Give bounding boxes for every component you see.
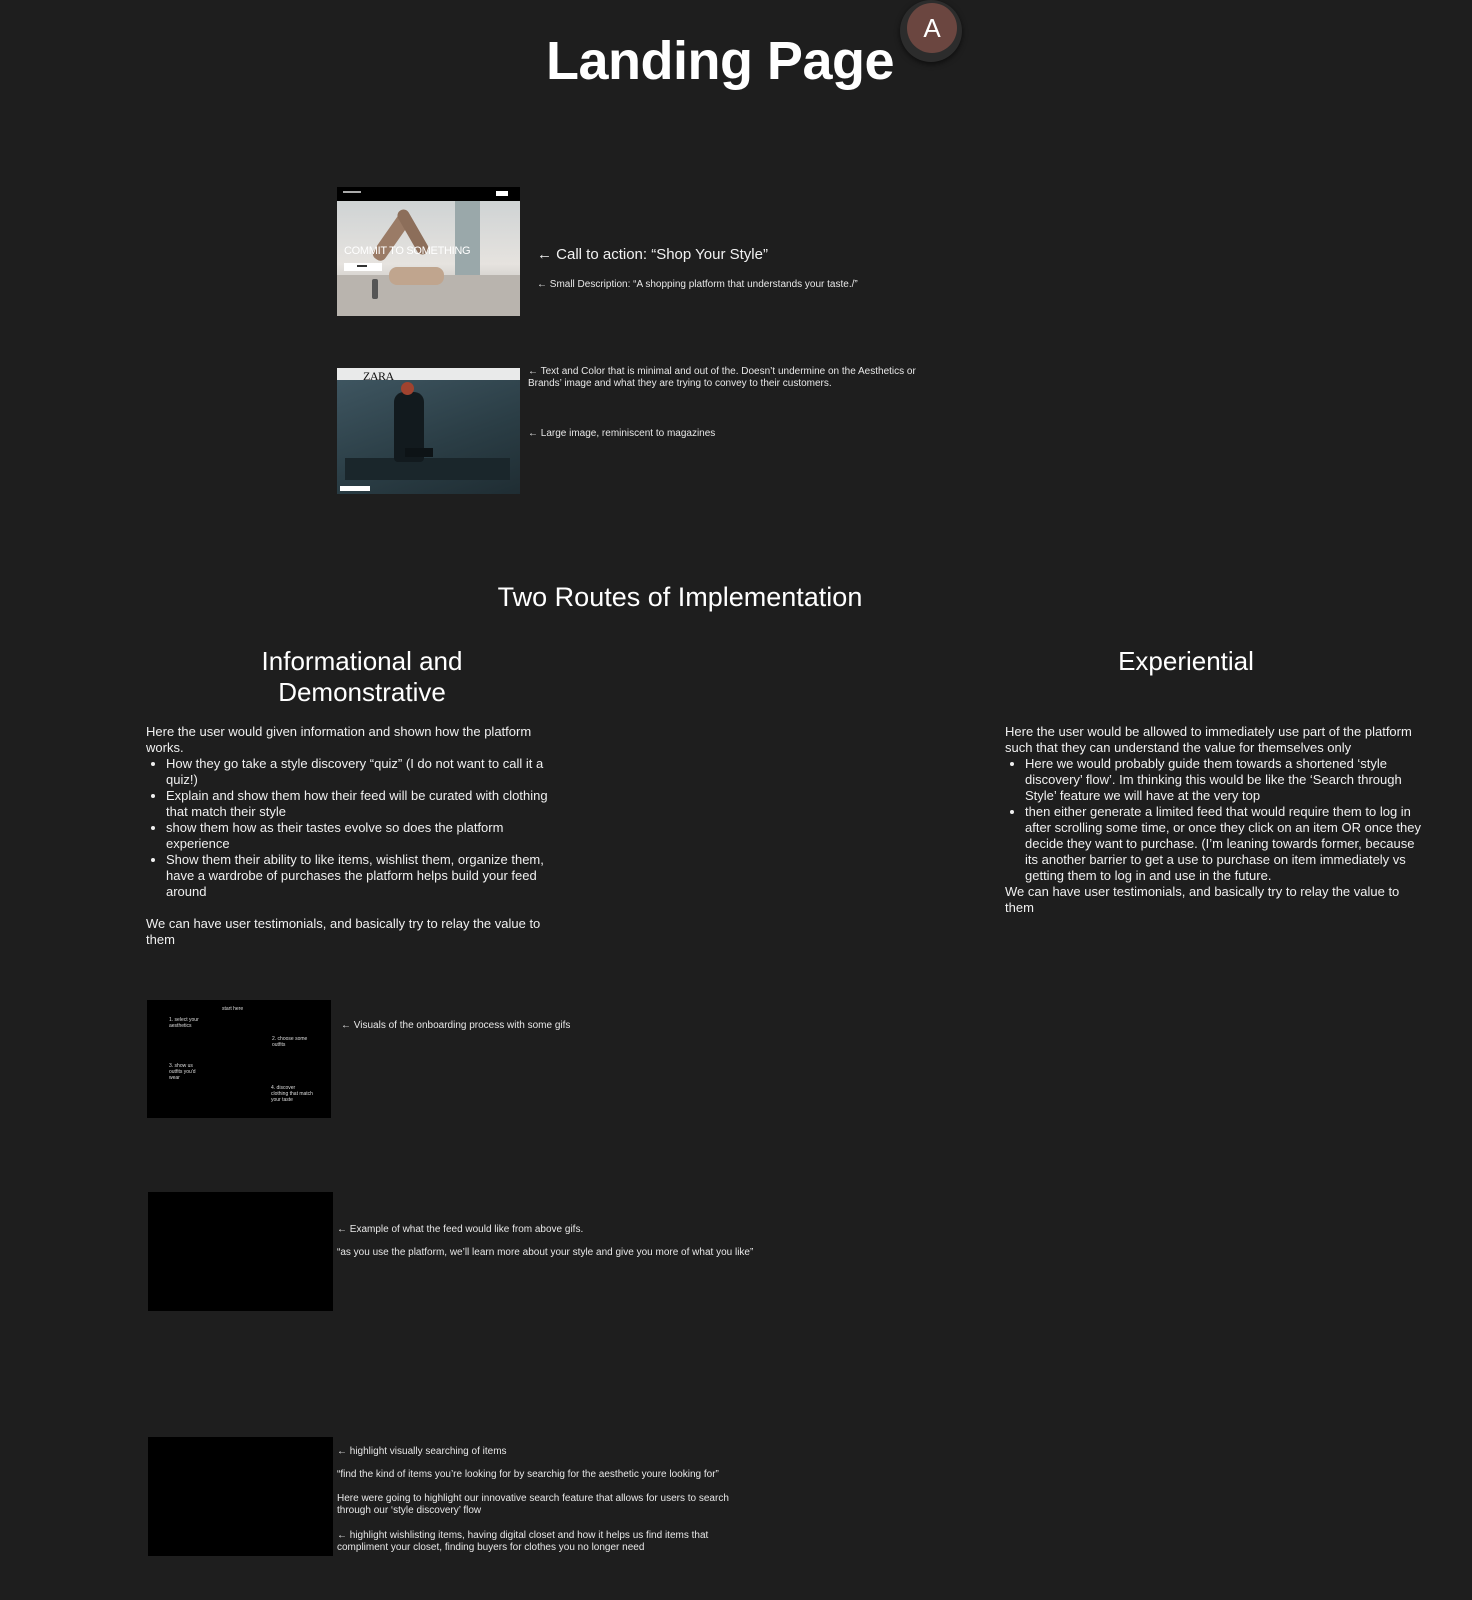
note-small-description: ← Small Description: “A shopping platform that understands your taste./” bbox=[537, 279, 858, 290]
note-onboarding: ← Visuals of the onboarding process with some gifs bbox=[341, 1020, 571, 1031]
hero-thumbnail-2 bbox=[337, 368, 520, 494]
note-feed-example: ← Example of what the feed would like from above gifs. bbox=[337, 1224, 584, 1235]
informational-outro: We can have user testimonials, and basically try to relay the value to them bbox=[146, 916, 541, 947]
thumbnail-cta-button bbox=[344, 263, 382, 271]
routes-heading: Two Routes of Implementation bbox=[497, 582, 863, 612]
note-search-feature: Here were going to highlight our innovative search feature that allows for users to search through our ‘style discovery’ flow bbox=[337, 1493, 729, 1516]
list-item: • Here we would probably guide them towards a shortened ‘style discovery’ flow’. Im thinking this would be like the ‘Search through Style’ feature we will have at the very top bbox=[1025, 756, 1425, 804]
note-minimal-text: ← Text and Color that is minimal and out of the. Doesn’t undermine on the Aesthetics or Brands’ image and what they are trying to convey to their customers. bbox=[528, 366, 916, 389]
thumbnail-person-leg bbox=[405, 448, 433, 457]
avatar-initial: A bbox=[907, 3, 957, 53]
thumbnail-nav-button bbox=[496, 191, 508, 196]
thumbnail-navbar bbox=[337, 187, 520, 201]
onboarding-visual bbox=[147, 1000, 331, 1118]
informational-title: Informational and Demonstrative bbox=[261, 646, 463, 707]
search-visual bbox=[148, 1437, 333, 1556]
thumbnail-figure-body bbox=[389, 267, 444, 285]
experiential-outro: We can have user testimonials, and basically try to relay the value to them bbox=[1005, 884, 1400, 915]
list-item: • Explain and show them how their feed will be curated with clothing that match their style bbox=[166, 788, 556, 820]
thumbnail-bottle bbox=[372, 279, 378, 299]
note-feed-quote: “as you use the platform, we’ll learn more about your style and give you more of what you like” bbox=[337, 1247, 754, 1258]
experiential-bullets bbox=[1005, 756, 1425, 884]
experiential-title: Experiential bbox=[1118, 646, 1254, 676]
note-large-image: ← Large image, reminiscent to magazines bbox=[528, 428, 716, 439]
onboarding-step-1: 1. select your aesthetics bbox=[169, 1017, 199, 1029]
thumbnail-tag bbox=[340, 486, 370, 491]
note-search-quote: “find the kind of items you’re looking for by searchig for the aesthetic youre looking for” bbox=[337, 1469, 719, 1480]
thumbnail-sofa bbox=[345, 458, 510, 480]
feed-visual bbox=[148, 1192, 333, 1311]
experiential-intro: Here the user would be allowed to immediately use part of the platform such that they can understand the value for themselves only bbox=[1005, 724, 1412, 755]
thumbnail-person-head bbox=[401, 382, 414, 395]
thumbnail-brand bbox=[343, 191, 361, 193]
hero-thumbnail-1 bbox=[337, 187, 520, 316]
informational-description bbox=[146, 724, 556, 948]
list-item: • How they go take a style discovery “quiz” (I do not want to call it a quiz!) bbox=[166, 756, 556, 788]
informational-bullets bbox=[146, 756, 556, 900]
onboarding-start-label: start here bbox=[222, 1006, 244, 1012]
informational-intro: Here the user would given information and shown how the platform works. bbox=[146, 724, 532, 755]
note-call-to-action: ← Call to action: “Shop Your Style” bbox=[537, 246, 768, 263]
avatar[interactable] bbox=[900, 0, 962, 62]
list-item: • Show them their ability to like items, wishlist them, organize them, have a wardrobe of purchases the platform helps build your feed around bbox=[166, 852, 556, 900]
page-title: Landing Page bbox=[545, 31, 895, 91]
experiential-description bbox=[1005, 724, 1425, 916]
list-item: • then either generate a limited feed that would require them to log in after scrolling some time, or once they click on an item OR once they decide they want to purchase. (I’m leaning towards former, because its another barrier to get a use to purchase on item immediately vs getting them to log in and use in the future. bbox=[1025, 804, 1425, 884]
thumbnail-headline: COMMIT TO SOMETHING bbox=[344, 245, 471, 257]
note-wishlist: ← highlight wishlisting items, having digital closet and how it helps us find items that compliment your closet, finding buyers for clothes you no longer need bbox=[337, 1530, 709, 1553]
onboarding-step-4: 4. discover clothing that match your taste bbox=[271, 1085, 313, 1103]
thumbnail-logo: ZARA bbox=[363, 369, 394, 383]
list-item: • show them how as their tastes evolve so does the platform experience bbox=[166, 820, 556, 852]
note-search-highlight: ← highlight visually searching of items bbox=[337, 1446, 507, 1457]
onboarding-step-3: 3. show us outfits you'd wear bbox=[169, 1063, 196, 1081]
onboarding-step-2: 2. choose some outfits bbox=[272, 1036, 308, 1048]
